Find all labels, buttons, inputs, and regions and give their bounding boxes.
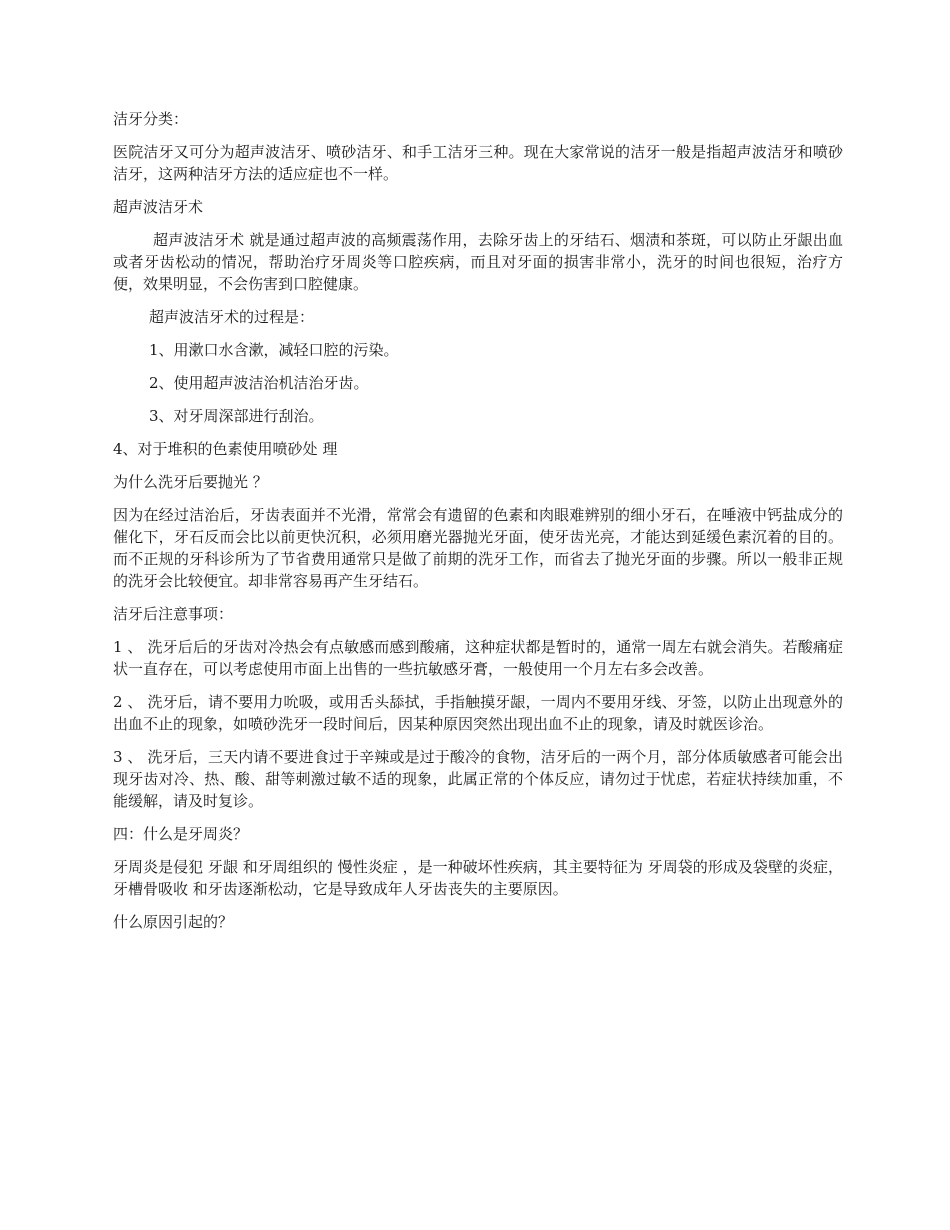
list-item-step-2: 2、使用超声波洁治机洁治牙齿。 [149, 374, 369, 392]
paragraph-cleaning-types: 医院洁牙又可分为超声波洁牙、喷砂洁牙、和手工洁牙三种。现在大家常说的洁牙一般是指超声波洁牙和喷砂洁牙，这两种洁牙方法的适应症也不一样。 [113, 143, 843, 183]
section-heading-ultrasonic: 超声波洁牙术 [113, 198, 204, 216]
paragraph-periodontitis: 牙周炎是侵犯 牙龈 和牙周组织的 慢性炎症 ，是一种破坏性疾病，其主要特征为 牙周袋的形成及袋壁的炎症， 牙槽骨吸收 和牙齿逐渐松动，它是导致成年人牙齿丧失的主要原因。 [113, 858, 843, 898]
document-page [113, 108, 843, 944]
list-item-step-3: 3、对牙周深部进行刮治。 [149, 407, 324, 425]
list-item-step-4: 4、对于堆积的色素使用喷砂处 理 [113, 440, 338, 458]
section-heading-aftercare: 洁牙后注意事项： [113, 605, 234, 623]
section-heading-causes: 什么原因引起的？ [113, 913, 234, 931]
paragraph-aftercare-2: 2 、 洗牙后，请不要用力吮吸，或用舌头舔拭，手指触摸牙龈，一周内不要用牙线、牙签，以防止出现意外的出血不止的现象，如喷砂洗牙一段时间后，因某种原因突然出现出血不止的现象，请及时就医诊治。 [113, 693, 843, 733]
section-heading-periodontitis: 四：什么是牙周炎？ [113, 825, 249, 843]
paragraph-aftercare-1: 1 、 洗牙后后的牙齿对冷热会有点敏感而感到酸痛，这种症状都是暂时的，通常一周左右就会消失。若酸痛症状一直存在，可以考虑使用市面上出售的一些抗敏感牙膏，一般使用一个月左右多会改善。 [113, 638, 843, 678]
paragraph-aftercare-3: 3 、 洗牙后，三天内请不要进食过于辛辣或是过于酸冷的食物，洁牙后的一两个月，部分体质敏感者可能会出现牙齿对冷、热、酸、甜等刺激过敏不适的现象，此属正常的个体反应，请勿过于忧虑，若症状持续加重，不能缓解，请及时复诊。 [113, 748, 843, 810]
paragraph-polishing: 因为在经过洁治后，牙齿表面并不光滑，常常会有遗留的色素和肉眼难辨别的细小牙石，在唾液中钙盐成分的催化下，牙石反而会比以前更快沉积，必须用磨光器抛光牙面，使牙齿光亮，才能达到延缓色素沉着的目的。而不正规的牙科诊所为了节省费用通常只是做了前期的洗牙工作，而省去了抛光牙面的步骤。所以一般非正规的洗牙会比较便宜。却非常容易再产生牙结石。 [113, 506, 843, 590]
paragraph-ultrasonic: 超声波洁牙术 就是通过超声波的高频震荡作用，去除牙齿上的牙结石、烟渍和茶斑，可以防止牙龈出血或者牙齿松动的情况，帮助治疗牙周炎等口腔疾病，而且对牙面的损害非常小，洗牙的时间也很短，治疗方便，效果明显，不会伤害到口腔健康。 [113, 231, 843, 293]
list-item-step-1: 1、用漱口水含漱，减轻口腔的污染。 [149, 341, 399, 359]
paragraph-process-intro: 超声波洁牙术的过程是： [149, 308, 315, 326]
section-heading-polishing: 为什么洗牙后要抛光 ？ [113, 473, 268, 491]
section-heading-cleaning-types: 洁牙分类： [113, 110, 189, 128]
